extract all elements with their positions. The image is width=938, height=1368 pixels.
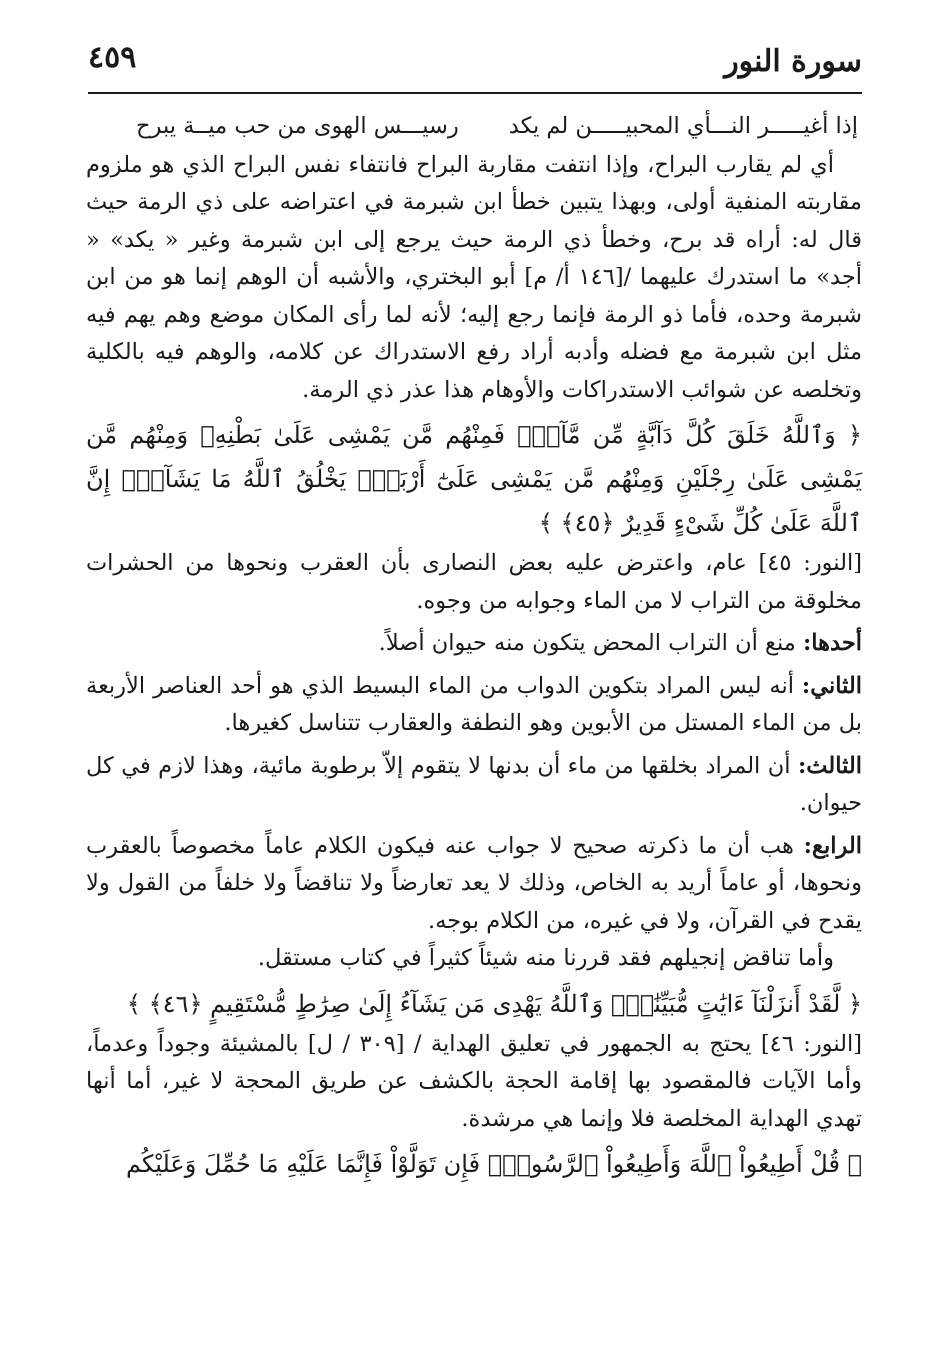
poem-hemistich-1: إذا أغيـــــر النـــأي المحبيـــــن لم يكد (508, 113, 858, 139)
paragraph-commentary-1: أي لم يقارب البراح، وإذا انتفت مقاربة البراح فانتفاء نفس البراح الذي هو ملزوم مقاربته المنفية أولى، وبهذا يتبين خطأ ابن شبرمة في اعتراضه على ذي الرمة حيث قال له: أراه قد برح، وخطأ ذي الرمة حيث يرجع إلى ابن شبرمة وغير « يكد» « أجد» ما استدرك عليهما /[١٤٦ أ/ م] أبو البختري، والأشبه أن الوهم إنما هو من ابن شبرمة وحده، فأما ذو الرمة فإنما رجع إليه؛ لأنه لما رأى المكان موضع وهم يهم فيه مثل ابن شبرمة مع فضله وأدبه أراد رفع الاستدراك عن كلامه، والوهم فيه بالكلية وتخلصه عن شوائب الاستدراكات والأوهام هذا عذر ذي الرمة. (86, 151, 862, 403)
quran-verse-45: ﴿ وَٱللَّهُ خَلَقَ كُلَّ دَآبَّةٍ مِّن مَّآءٍۖ فَمِنْهُم مَّن يَمْشِى عَلَىٰ بَطْنِهِۦ وَمِنْهُم مَّن يَمْشِى عَلَىٰ رِجْلَيْنِ وَمِنْهُم مَّن يَمْشِى عَلَىٰٓ أَرْبَعٍۚ يَخْلُقُ ٱللَّهُ مَا يَشَآءُۚ إِنَّ ٱللَّهَ عَلَىٰ كُلِّ شَىْءٍ قَدِيرٌ ﴿٤٥﴾ ﴾ (86, 421, 863, 537)
point-fourth-text: هب أن ما ذكرته صحيح لا جواب عنه فيكون الكلام عاماً مخصوصاً بالعقرب ونحوها، أو عاماً أريد به الخاص، وذلك لا يعد تعارضاً ولا تناقضاً ولا خلفاً من القول ولا يقدح في القرآن، ولا في غيره، من الكلام بوجه. (86, 832, 862, 934)
point-third (86, 748, 862, 823)
point-second-label: الثاني: (801, 672, 862, 699)
quran-verse-54: ﴿ قُلْ أَطِيعُواْ ٱللَّهَ وَأَطِيعُواْ ٱلرَّسُولَۖ فَإِن تَوَلَّوْاْ فَإِنَّمَا عَلَيْهِ مَا حُمِّلَ وَعَلَيْكُم (126, 1150, 862, 1178)
point-first (86, 625, 862, 663)
page-body (86, 108, 862, 1186)
page-header (88, 40, 862, 94)
poem-hemistich-2: رسيـــس الهوى من حب ميــة يبرح (136, 113, 459, 139)
point-third-text: أن المراد بخلقها من ماء أن بدنها لا يتقوم إلاّ برطوبة مائية، وهذا لازم في كل حيوان. (86, 752, 862, 816)
point-third-label: الثالث: (797, 752, 862, 779)
point-second (86, 668, 862, 743)
point-first-text: منع أن التراب المحض يتكون منه حيوان أصلاً. (378, 630, 803, 656)
paragraph-commentary-2: [النور: ٤٥] عام، واعترض عليه بعض النصارى بأن العقرب ونحوها من الحشرات مخلوقة من التراب لا من الماء وجوابه من وجوه. (86, 550, 862, 614)
paragraph-commentary-3: وأما تناقض إنجيلهم فقد قررنا منه شيئاً كثيراً في كتاب مستقل. (257, 945, 834, 971)
surah-title: سورة النور (724, 44, 862, 79)
point-fourth (86, 828, 862, 941)
point-first-label: أحدها: (803, 630, 862, 656)
paragraph-commentary-4: [النور: ٤٦] يحتج به الجمهور في تعليق الهداية / [٣٠٩ / ل] بالمشيئة وجوداً وعدماً، وأما الآيات فالمقصود بها إقامة الحجة بالكشف عن طريق المحجة لا غير، أما أنها تهدي الهداية المخلصة فلا وإنما هي مرشدة. (86, 1030, 862, 1132)
quran-verse-46: ﴿ لَّقَدْ أَنزَلْنَآ ءَايَٰتٍ مُّبَيِّنَٰتٍۚ وَٱللَّهُ يَهْدِى مَن يَشَآءُ إِلَىٰ صِرَٰطٍ مُّسْتَقِيمٍ ﴿٤٦﴾ ﴾ (126, 989, 862, 1018)
point-fourth-label: الرابع: (803, 832, 862, 859)
poem-verse (86, 108, 862, 146)
point-second-text: أنه ليس المراد بتكوين الدواب من الماء البسيط الذي هو أحد العناصر الأربعة بل من الماء المستل من الأبوين وهو النطفة والعقارب تتناسل كغيرها. (86, 672, 862, 736)
page-number: ٤٥٩ (88, 40, 137, 75)
